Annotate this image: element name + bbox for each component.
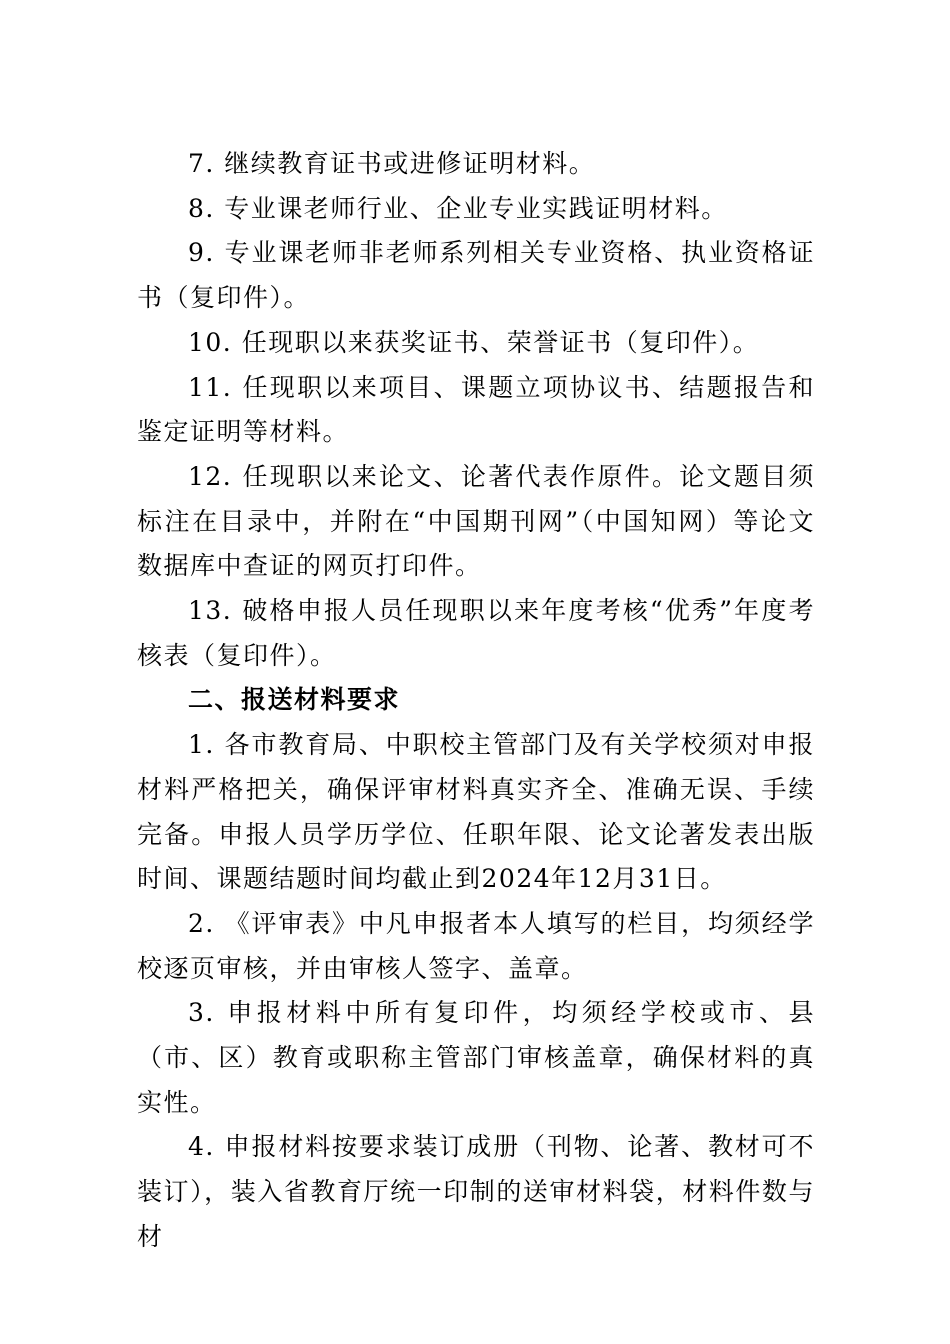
list-item-7: 7. 继续教育证书或进修证明材料。 <box>188 149 596 178</box>
requirement-item-3: 3. 申报材料中所有复印件，均须经学校或市、县（市、区）教育或职称主管部门审核盖章，确保材料的真实性。 <box>137 998 815 1117</box>
list-item-13: 13. 破格申报人员任现职以来年度考核“优秀”年度考核表（复印件）。 <box>137 596 815 670</box>
list-item-11: 11. 任现职以来项目、课题立项协议书、结题报告和鉴定证明等材料。 <box>137 372 815 447</box>
requirement-item-2: 2. 《评审表》中凡申报者本人填写的栏目，均须经学校逐页审核，并由审核人签字、盖章。 <box>137 908 815 983</box>
requirement-item-4: 4. 申报材料按要求装订成册（刊物、论著、教材可不装订），装入省教育厅统一印制的送审材料袋，材料件数与材 <box>137 1132 815 1251</box>
list-item-9: 9. 专业课老师非老师系列相关专业资格、执业资格证书（复印件）。 <box>137 238 815 313</box>
requirement-item-1: 1. 各市教育局、中职校主管部门及有关学校须对申报材料严格把关，确保评审材料真实齐全、准确无误、手续完备。申报人员学历学位、任职年限、论文论著发表出版时间、课题结题时间均截止到2024年12月31日。 <box>137 730 815 894</box>
list-item-12: 12. 任现职以来论文、论著代表作原件。论文题目须标注在目录中，并附在“中国期刊网”（中国知网）等论文数据库中查证的网页打印件。 <box>137 461 815 581</box>
list-item-10: 10. 任现职以来获奖证书、荣誉证书（复印件）。 <box>188 327 760 357</box>
list-item-8: 8. 专业课老师行业、企业专业实践证明材料。 <box>188 193 728 223</box>
section-heading: 二、报送材料要求 <box>188 685 401 715</box>
document-body <box>137 142 815 1260</box>
